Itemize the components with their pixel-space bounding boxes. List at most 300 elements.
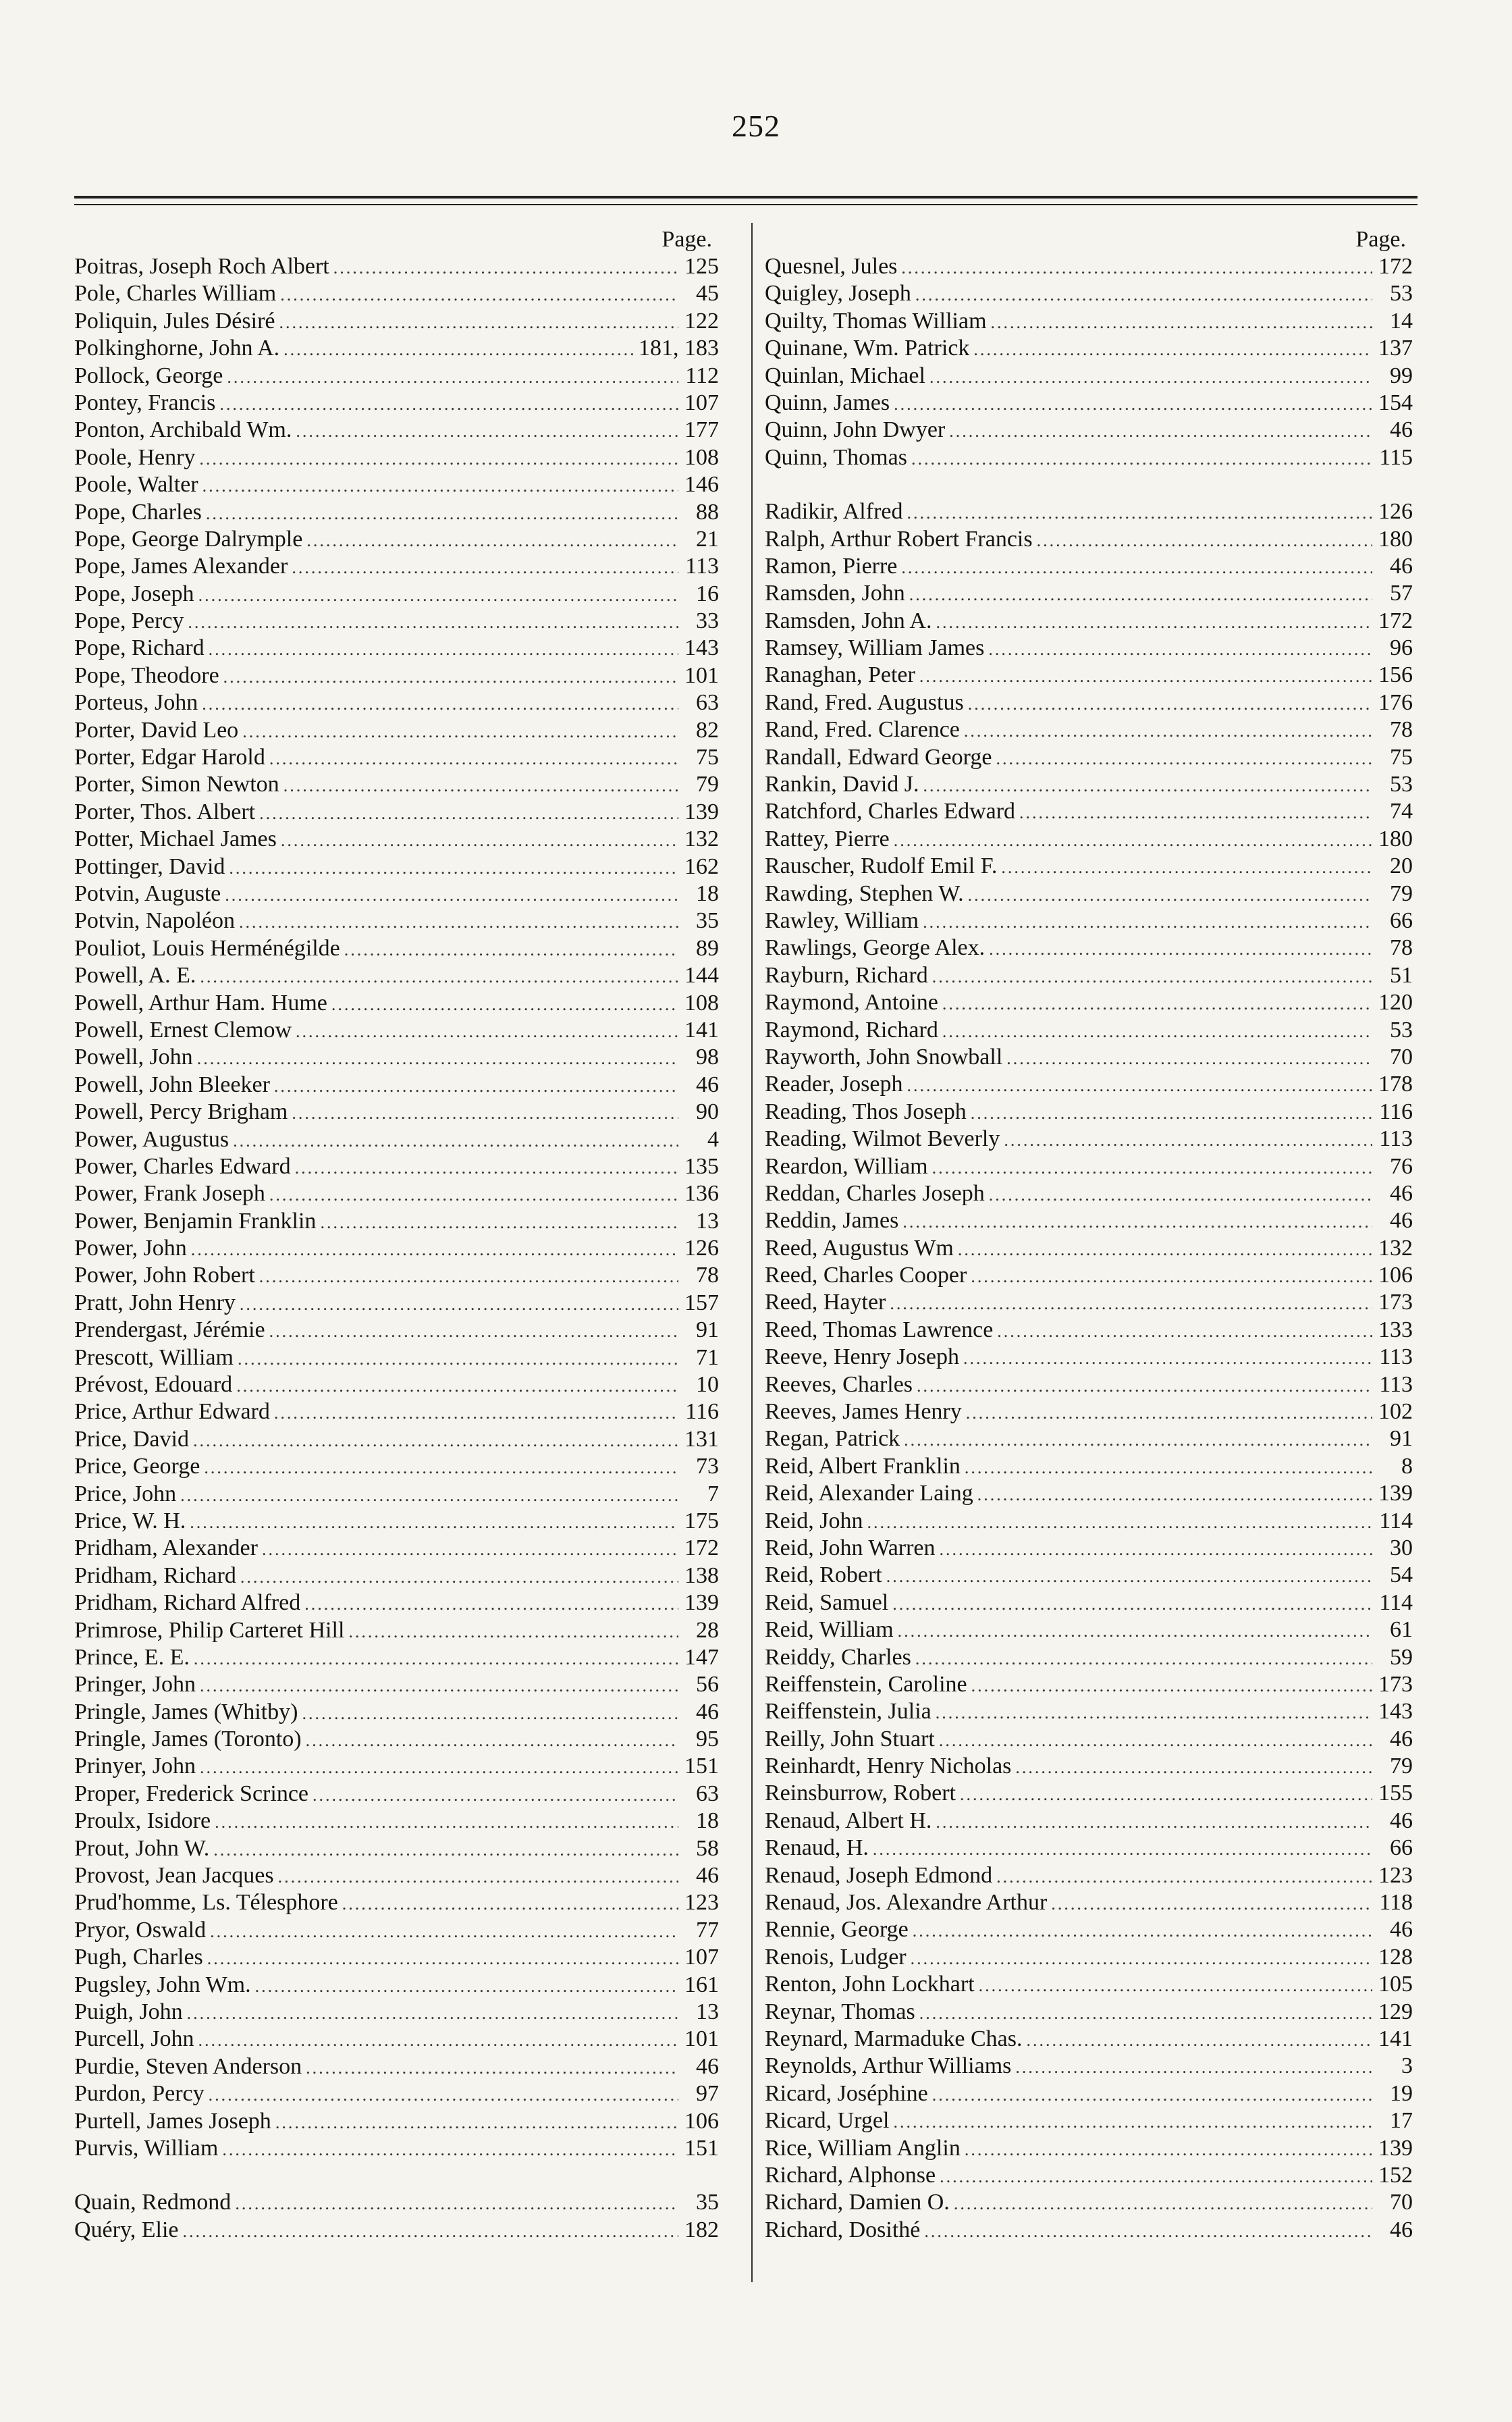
index-entry — [765, 798, 1413, 825]
index-entry — [765, 1453, 1413, 1480]
leader-dots — [907, 500, 1372, 525]
entry-name: Porter, Thos. Albert — [74, 799, 256, 824]
leader-dots — [262, 1536, 678, 1562]
leader-dots — [894, 827, 1372, 853]
entry-page: 78 — [1390, 717, 1413, 743]
leader-dots — [284, 772, 678, 798]
index-entry — [765, 608, 1413, 635]
leader-dots — [873, 1836, 1372, 1862]
leader-dots — [915, 282, 1372, 307]
entry-page: 97 — [696, 2081, 719, 2107]
entry-name: Renton, John Lockhart — [765, 1972, 975, 1997]
index-entry — [765, 580, 1413, 607]
index-entry — [74, 1126, 719, 1153]
entry-name: Quesnel, Jules — [765, 254, 898, 279]
leader-dots — [919, 663, 1372, 689]
entry-page: 91 — [1390, 1426, 1413, 1452]
index-entry — [74, 1235, 719, 1262]
leader-dots — [942, 991, 1372, 1016]
entry-page: 74 — [1390, 799, 1413, 824]
entry-name: Reilly, John Stuart — [765, 1726, 935, 1752]
entry-name: Rand, Fred. Augustus — [765, 689, 964, 715]
index-entry — [765, 880, 1413, 907]
index-entry — [765, 1971, 1413, 1998]
index-entry — [765, 716, 1413, 743]
leader-dots — [971, 1100, 1372, 1126]
entry-name: Quinane, Wm. Patrick — [765, 336, 970, 361]
leader-dots — [233, 1128, 678, 1153]
index-entry — [765, 1916, 1413, 1943]
index-entry — [74, 1317, 719, 1344]
entry-page: 89 — [696, 935, 719, 961]
entry-page: 45 — [696, 281, 719, 307]
index-entry — [765, 771, 1413, 798]
entry-page: 51 — [1390, 962, 1413, 988]
leader-dots — [898, 1618, 1372, 1643]
leader-dots — [209, 2082, 678, 2107]
entry-name: Reynard, Marmaduke Chas. — [765, 2026, 1023, 2051]
index-entry — [74, 2053, 719, 2080]
index-entry — [74, 1426, 719, 1453]
entry-name: Powell, Percy Brigham — [74, 1099, 288, 1125]
entry-name: Powell, John — [74, 1045, 193, 1070]
index-entry — [765, 1099, 1413, 1126]
entry-page: 178 — [1378, 1072, 1413, 1097]
entry-name: Renaud, Albert H. — [765, 1808, 932, 1833]
leader-dots — [238, 1346, 678, 1371]
index-entry — [74, 390, 719, 417]
index-entry — [74, 1453, 719, 1480]
entry-name: Purvis, William — [74, 2135, 219, 2161]
leader-dots — [269, 1318, 678, 1344]
index-entry — [765, 498, 1413, 525]
entry-name: Powell, Arthur Ham. Hume — [74, 990, 327, 1016]
index-entry — [74, 1099, 719, 1126]
entry-name: Rand, Fred. Clarence — [765, 717, 960, 743]
entry-page: 123 — [1378, 1862, 1413, 1888]
entry-page: 146 — [684, 472, 719, 498]
entry-page: 114 — [1379, 1589, 1413, 1615]
entry-name: Ranaghan, Peter — [765, 662, 915, 688]
index-entry — [74, 689, 719, 716]
leader-dots — [965, 2136, 1372, 2162]
leader-dots — [1026, 2027, 1372, 2053]
entry-page: 46 — [696, 1072, 719, 1097]
entry-page: 96 — [1390, 635, 1413, 661]
index-entry — [765, 635, 1413, 662]
entry-page: 137 — [1378, 336, 1413, 361]
entry-page: 177 — [684, 417, 719, 443]
entry-name: Purcell, John — [74, 2026, 194, 2052]
index-entry — [765, 253, 1413, 280]
index-entry — [74, 1862, 719, 1889]
index-entry — [74, 280, 719, 307]
entry-name: Reid, Alexander Laing — [765, 1481, 973, 1506]
entry-page: 76 — [1390, 1153, 1413, 1179]
index-group — [74, 2189, 719, 2244]
entry-name: Prud'homme, Ls. Télesphore — [74, 1890, 338, 1916]
entry-name: Reed, Hayter — [765, 1290, 886, 1315]
entry-page: 20 — [1390, 853, 1413, 879]
leader-dots — [206, 500, 678, 526]
leader-dots — [1015, 2054, 1372, 2080]
entry-page: 18 — [696, 1808, 719, 1834]
leader-dots — [1006, 1045, 1372, 1071]
index-entry — [765, 2189, 1413, 2216]
index-group — [765, 498, 1413, 2244]
entry-name: Reed, Charles Cooper — [765, 1263, 967, 1288]
entry-name: Porter, Edgar Harold — [74, 745, 265, 770]
leader-dots — [1004, 1127, 1372, 1153]
entry-page: 105 — [1378, 1972, 1413, 1997]
leader-dots — [979, 1972, 1372, 1998]
leader-dots — [209, 636, 678, 662]
leader-dots — [966, 1400, 1372, 1425]
entry-page: 61 — [1390, 1617, 1413, 1643]
entry-page: 155 — [1378, 1781, 1413, 1806]
leader-dots — [924, 2218, 1372, 2244]
entry-name: Pottinger, David — [74, 853, 225, 879]
index-entry — [765, 1262, 1413, 1289]
entry-page: 131 — [684, 1426, 719, 1452]
leader-dots — [200, 1673, 678, 1698]
entry-name: Pringer, John — [74, 1672, 196, 1697]
entry-page: 151 — [684, 1754, 719, 1779]
entry-name: Price, Arthur Edward — [74, 1399, 270, 1425]
index-entry — [765, 1835, 1413, 1862]
index-entry — [765, 1344, 1413, 1371]
entry-name: Rayworth, John Snowball — [765, 1044, 1003, 1070]
entry-page: 46 — [1390, 1808, 1413, 1833]
leader-dots — [960, 1781, 1372, 1807]
entry-page: 46 — [1390, 1726, 1413, 1752]
leader-dots — [279, 309, 678, 335]
entry-name: Pringle, James (Toronto) — [74, 1727, 302, 1752]
entry-page: 46 — [1390, 1180, 1413, 1206]
leader-dots — [923, 772, 1372, 798]
leader-dots — [292, 554, 678, 580]
entry-page: 18 — [696, 880, 719, 906]
leader-dots — [939, 1727, 1372, 1753]
index-entry — [74, 471, 719, 498]
entry-name: Power, John Robert — [74, 1263, 255, 1288]
entry-name: Price, W. H. — [74, 1508, 186, 1533]
leader-dots — [187, 2000, 678, 2026]
index-entry — [74, 962, 719, 989]
index-entry — [765, 1207, 1413, 1234]
entry-name: Reader, Joseph — [765, 1072, 903, 1097]
entry-page: 132 — [1378, 1235, 1413, 1261]
entry-page: 175 — [684, 1508, 719, 1533]
index-entry — [74, 1808, 719, 1835]
index-entry — [765, 1644, 1413, 1671]
entry-name: Prescott, William — [74, 1344, 234, 1370]
leader-dots — [893, 2109, 1372, 2134]
leader-dots — [200, 1754, 678, 1780]
leader-dots — [1001, 854, 1372, 880]
leader-dots — [904, 1427, 1372, 1452]
index-entry — [765, 1753, 1413, 1780]
entry-name: Reading, Wilmot Beverly — [765, 1126, 1000, 1152]
entry-name: Quain, Redmond — [74, 2190, 232, 2215]
entry-name: Porter, Simon Newton — [74, 772, 279, 797]
index-entry — [765, 2217, 1413, 2244]
leader-dots — [222, 2136, 678, 2162]
index-entry — [74, 744, 719, 771]
entry-page: 10 — [696, 1372, 719, 1398]
leader-dots — [306, 527, 678, 553]
entry-name: Rice, William Anglin — [765, 2135, 961, 2161]
entry-name: Randall, Edward George — [765, 744, 992, 770]
index-entry — [765, 444, 1413, 471]
index-entry — [765, 1044, 1413, 1071]
entry-page: 30 — [1390, 1535, 1413, 1560]
leader-dots — [242, 718, 678, 744]
entry-name: Reid, Albert Franklin — [765, 1453, 961, 1479]
leader-dots — [964, 718, 1372, 743]
index-entry — [765, 1071, 1413, 1098]
index-entry — [74, 1889, 719, 1916]
entry-name: Pope, George Dalrymple — [74, 526, 303, 552]
leader-dots — [923, 909, 1372, 934]
leader-dots — [229, 855, 678, 880]
leader-dots — [936, 609, 1372, 635]
index-entry — [765, 1671, 1413, 1698]
index-entry — [765, 1698, 1413, 1725]
entry-page: 141 — [684, 1017, 719, 1043]
entry-name: Reeves, Charles — [765, 1371, 913, 1397]
leader-dots — [973, 336, 1372, 362]
entry-page: 53 — [1390, 1017, 1413, 1043]
header-rule-thick — [74, 196, 1418, 199]
index-entry — [74, 2108, 719, 2135]
entry-page: 70 — [1390, 2190, 1413, 2215]
index-entry — [765, 1808, 1413, 1835]
leader-dots — [202, 473, 678, 498]
leader-dots — [932, 2082, 1372, 2107]
index-entry — [74, 799, 719, 826]
entry-page: 133 — [1378, 1317, 1413, 1342]
index-entry — [74, 1153, 719, 1180]
entry-name: Porter, David Leo — [74, 717, 239, 743]
entry-page: 7 — [707, 1481, 719, 1506]
leader-dots — [892, 1591, 1372, 1616]
entry-page: 46 — [1390, 553, 1413, 579]
entry-page: 46 — [696, 1863, 719, 1889]
index-entry — [765, 2107, 1413, 2134]
index-entry — [74, 935, 719, 962]
index-entry — [74, 1699, 719, 1726]
entry-page: 113 — [685, 554, 719, 579]
entry-page: 176 — [1378, 689, 1413, 715]
index-entry — [765, 1589, 1413, 1616]
leader-dots — [240, 1291, 678, 1317]
entry-page: 125 — [684, 254, 719, 279]
entry-page: 180 — [1378, 826, 1413, 851]
entry-page: 126 — [684, 1236, 719, 1261]
entry-name: Reid, William — [765, 1617, 894, 1643]
entry-name: Quinn, John Dwyer — [765, 417, 946, 443]
entry-page: 19 — [1390, 2080, 1413, 2106]
entry-name: Polkinghorne, John A. — [74, 336, 280, 361]
leader-dots — [1019, 799, 1372, 825]
leader-dots — [936, 1809, 1372, 1835]
leader-dots — [269, 745, 678, 771]
entry-page: 128 — [1378, 1944, 1413, 1970]
entry-name: Quilty, Thomas William — [765, 308, 987, 334]
right-column — [765, 226, 1413, 2244]
entry-name: Power, Augustus — [74, 1126, 230, 1152]
index-entry — [74, 526, 719, 553]
index-entry — [74, 335, 719, 362]
leader-dots — [295, 1155, 678, 1180]
index-entry — [74, 1944, 719, 1971]
page-column-header: Page. — [1355, 227, 1406, 252]
leader-dots — [280, 282, 678, 307]
index-entry — [74, 662, 719, 689]
entry-name: Renois, Ludger — [765, 1944, 907, 1970]
entry-page: 102 — [1378, 1399, 1413, 1425]
leader-dots — [198, 2027, 678, 2053]
index-entry — [74, 308, 719, 335]
entry-name: Ralph, Arthur Robert Francis — [765, 526, 1033, 552]
index-entry — [74, 417, 719, 444]
leader-dots — [198, 582, 678, 608]
leader-dots — [901, 255, 1372, 280]
entry-name: Reid, John Warren — [765, 1535, 936, 1560]
leader-dots — [281, 827, 678, 853]
entry-name: Porteus, John — [74, 690, 198, 716]
entry-name: Poole, Walter — [74, 472, 198, 498]
entry-name: Ricard, Urgel — [765, 2108, 890, 2134]
entry-page: 152 — [1378, 2162, 1413, 2188]
index-entry — [765, 390, 1413, 417]
entry-page: 147 — [684, 1644, 719, 1670]
entry-name: Reinsburrow, Robert — [765, 1781, 956, 1806]
entry-name: Prince, E. E. — [74, 1644, 190, 1670]
entry-name: Reiddy, Charles — [765, 1644, 911, 1670]
entry-name: Reddan, Charles Joseph — [765, 1180, 985, 1206]
entry-page: 46 — [1390, 1917, 1413, 1943]
entry-name: Pope, Theodore — [74, 662, 219, 688]
index-entry — [74, 1535, 719, 1562]
entry-page: 114 — [1379, 1508, 1413, 1533]
entry-page: 33 — [696, 608, 719, 634]
entry-page: 141 — [1378, 2026, 1413, 2051]
entry-page: 122 — [684, 308, 719, 334]
leader-dots — [292, 1100, 678, 1126]
entry-page: 132 — [684, 826, 719, 852]
index-entry — [74, 253, 719, 280]
entry-name: Reiffenstein, Julia — [765, 1699, 932, 1725]
entry-name: Quinn, James — [765, 390, 890, 415]
index-entry — [765, 2053, 1413, 2080]
entry-page: 46 — [1390, 2217, 1413, 2242]
leader-dots — [255, 1973, 678, 1999]
index-entry — [765, 1944, 1413, 1971]
index-entry — [74, 635, 719, 662]
entry-name: Pryor, Oswald — [74, 1917, 207, 1943]
entry-page: 99 — [1390, 363, 1413, 388]
entry-name: Price, George — [74, 1454, 200, 1479]
entry-page: 120 — [1378, 990, 1413, 1016]
entry-name: Quinn, Thomas — [765, 444, 907, 470]
entry-page: 139 — [1378, 1481, 1413, 1506]
leader-dots — [191, 1236, 678, 1262]
leader-dots — [942, 1018, 1372, 1044]
entry-name: Power, Frank Joseph — [74, 1181, 265, 1207]
index-entry — [765, 907, 1413, 934]
index-entry — [765, 2135, 1413, 2162]
leader-dots — [911, 1945, 1372, 1971]
index-entry — [74, 880, 719, 907]
entry-name: Pugsley, John Wm. — [74, 1972, 251, 1997]
index-entry — [74, 1371, 719, 1398]
entry-name: Pridham, Richard — [74, 1562, 236, 1588]
index-entry — [765, 989, 1413, 1016]
entry-page: 79 — [696, 772, 719, 797]
index-entry — [74, 1290, 719, 1317]
entry-page: 116 — [685, 1399, 719, 1425]
entry-name: Price, John — [74, 1481, 177, 1506]
index-entry — [765, 744, 1413, 771]
entry-page: 8 — [1401, 1453, 1413, 1479]
index-entry — [765, 1126, 1413, 1153]
index-entry — [74, 499, 719, 526]
entry-page: 180 — [1378, 526, 1413, 552]
index-entry — [74, 907, 719, 934]
leader-dots — [949, 418, 1372, 444]
entry-page: 79 — [1390, 1754, 1413, 1779]
entry-page: 78 — [1390, 935, 1413, 961]
entry-name: Purdie, Steven Anderson — [74, 2053, 302, 2079]
index-entry — [765, 1153, 1413, 1180]
header-rule-thin — [74, 204, 1418, 205]
leader-dots — [988, 636, 1372, 662]
leader-dots — [275, 2109, 678, 2135]
entry-page: 17 — [1390, 2108, 1413, 2134]
leader-dots — [991, 309, 1372, 335]
index-entry — [74, 1781, 719, 1808]
leader-dots — [971, 1263, 1372, 1289]
entry-name: Power, John — [74, 1236, 187, 1261]
index-entry — [765, 1616, 1413, 1643]
entry-name: Rattey, Pierre — [765, 826, 890, 851]
entry-name: Poole, Henry — [74, 444, 196, 470]
entry-page: 71 — [696, 1344, 719, 1370]
entry-page: 46 — [1390, 1208, 1413, 1234]
entry-name: Pope, Charles — [74, 499, 202, 525]
leader-dots — [342, 1891, 678, 1916]
entry-page: 108 — [684, 990, 719, 1016]
leader-dots — [240, 1564, 678, 1589]
leader-dots — [274, 1400, 678, 1425]
entry-name: Primrose, Philip Carteret Hill — [74, 1617, 345, 1643]
index-entry — [74, 771, 719, 798]
index-entry — [765, 1180, 1413, 1207]
index-entry — [765, 826, 1413, 853]
entry-page: 182 — [684, 2217, 719, 2242]
leader-dots — [963, 1345, 1372, 1371]
index-entry — [74, 1589, 719, 1616]
entry-page: 63 — [696, 690, 719, 716]
index-entry — [74, 2026, 719, 2053]
leader-dots — [331, 991, 678, 1017]
entry-page: 16 — [696, 581, 719, 606]
entry-page: 129 — [1378, 1999, 1413, 2024]
entry-page: 66 — [1390, 907, 1413, 933]
entry-page: 115 — [1379, 444, 1413, 470]
